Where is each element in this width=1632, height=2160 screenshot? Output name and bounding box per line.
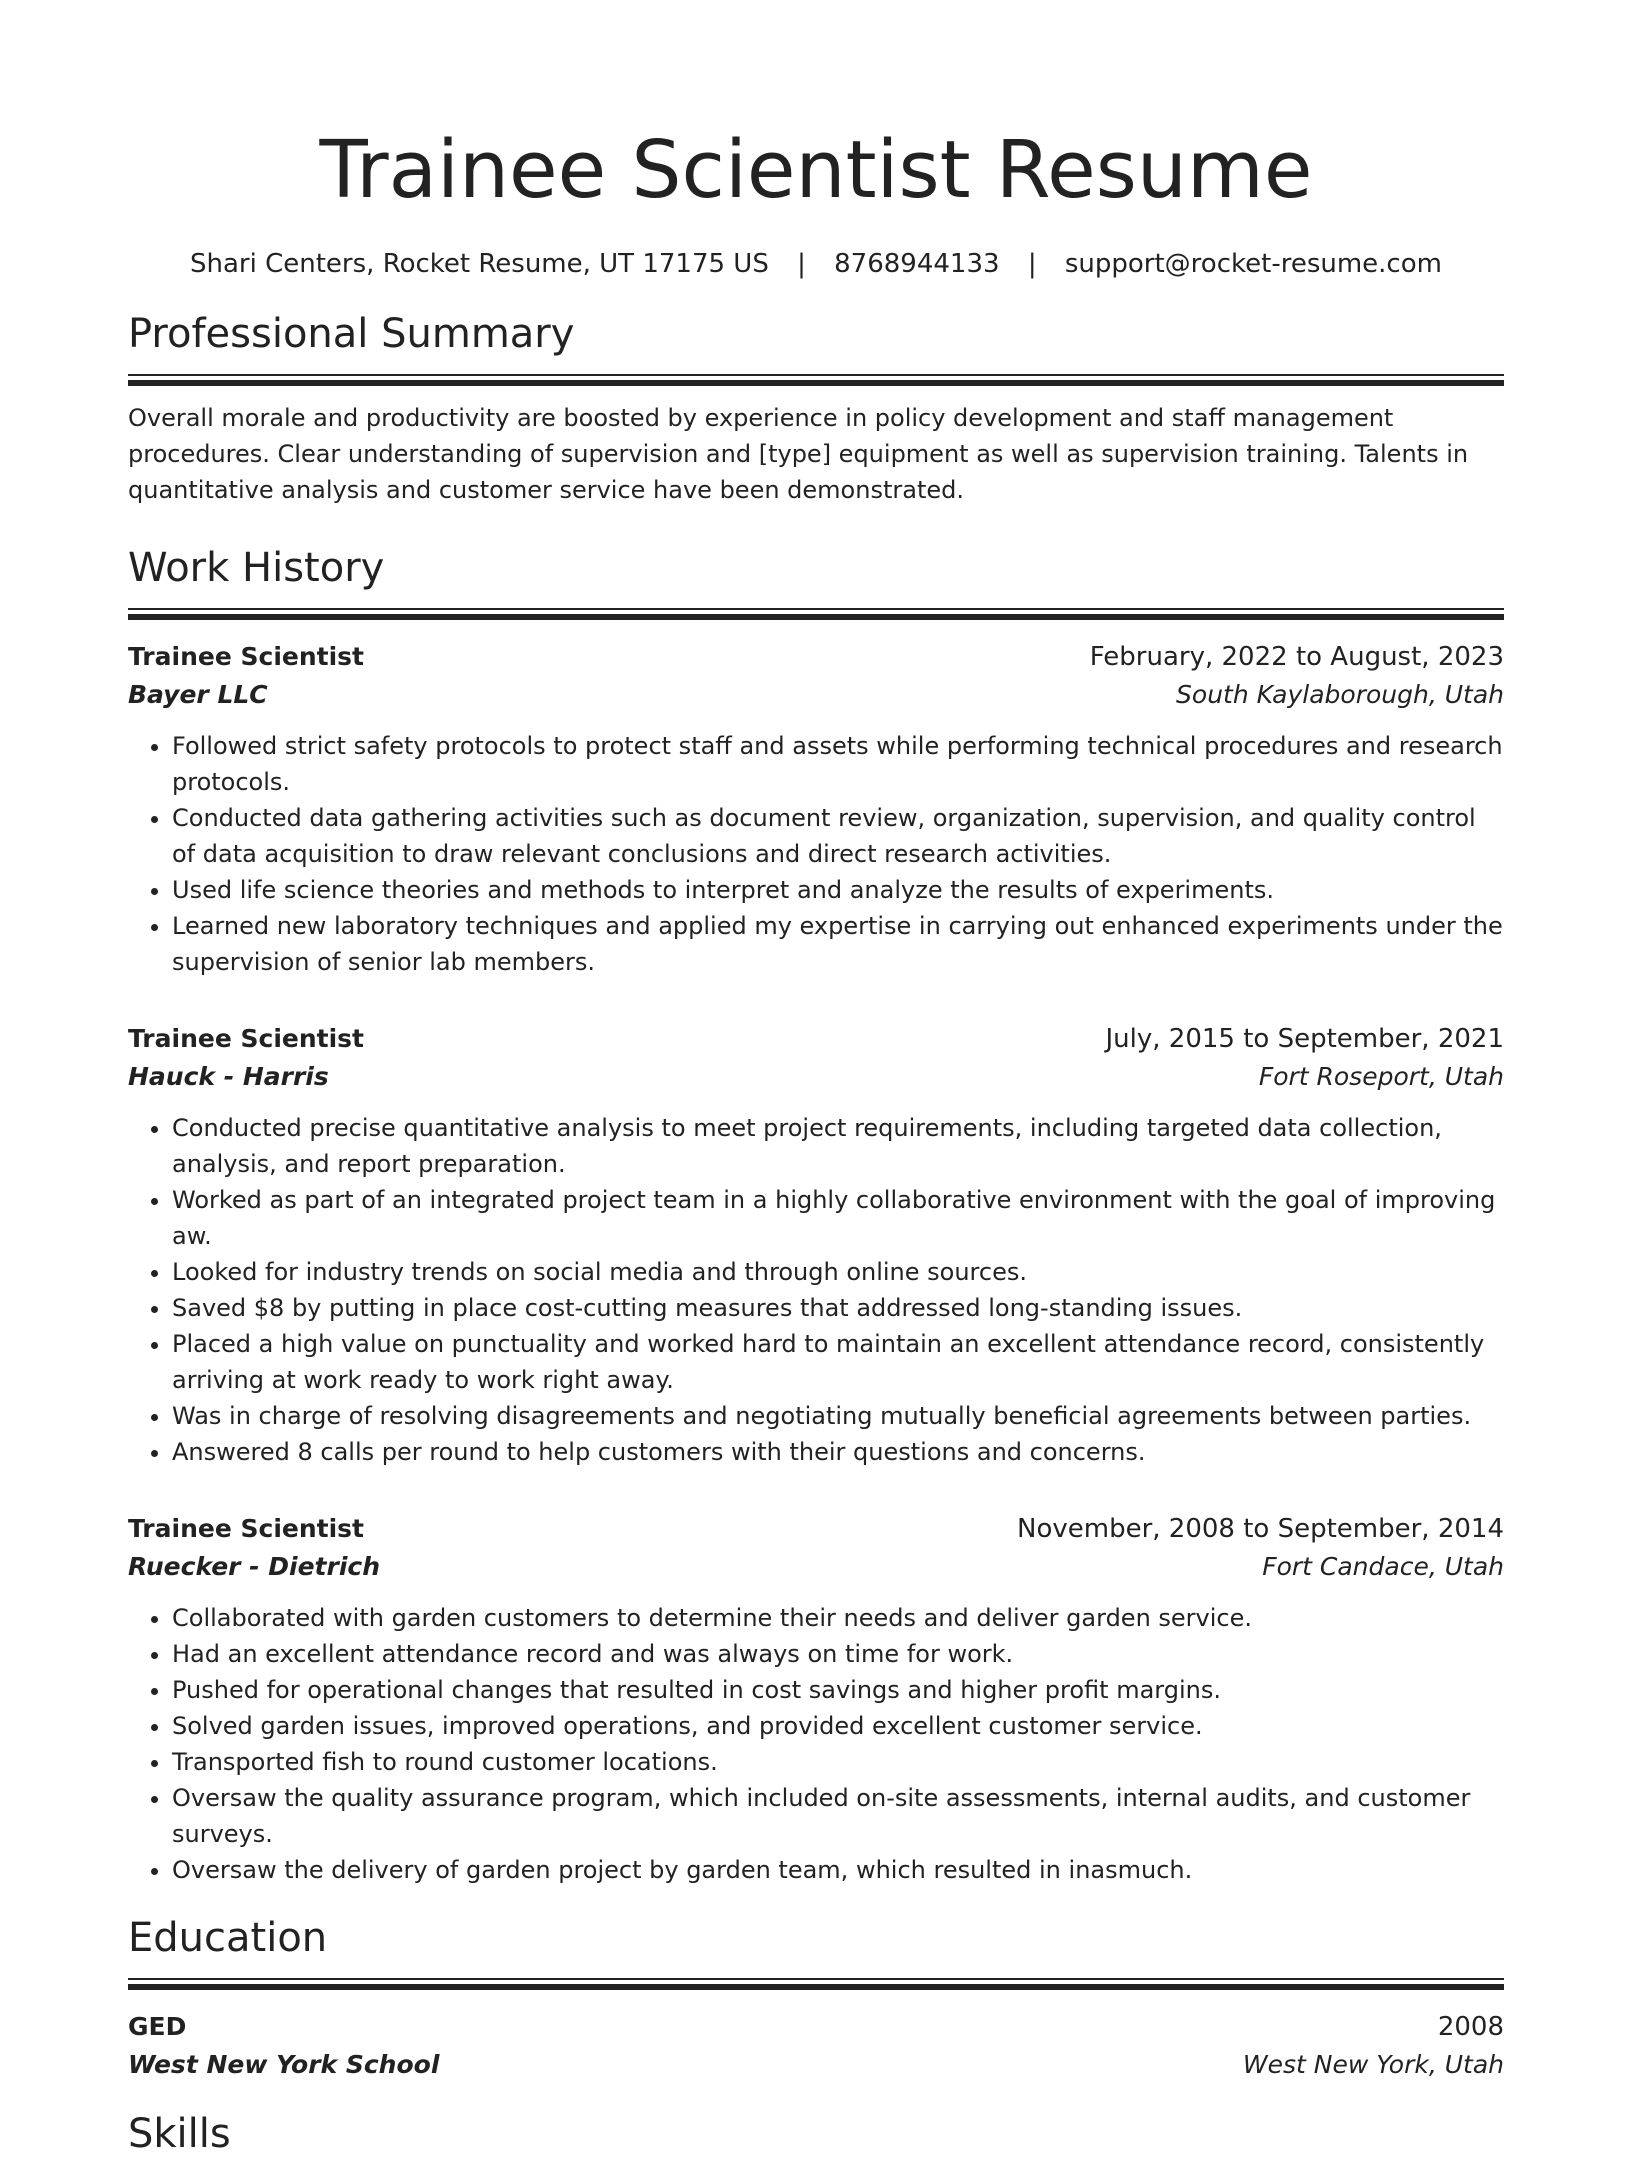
list-item: • Learned new laboratory techniques and applied my expertise in carrying out enhanced experiments under the supervision of senior lab members. xyxy=(172,908,1504,980)
contact-line xyxy=(128,246,1504,282)
job-location: South Kaylaborough, Utah xyxy=(1176,680,1504,709)
job-location: Fort Roseport, Utah xyxy=(1258,1062,1504,1091)
job-entry xyxy=(128,638,1504,980)
list-item: • Looked for industry trends on social media and through online sources. xyxy=(172,1254,1504,1290)
list-item: • Had an excellent attendance record and was always on time for work. xyxy=(172,1636,1504,1672)
summary-text: Overall morale and productivity are boosted by experience in policy development and staff management procedures. Clear understanding of supervision and [type] equipment as well as supervision training. Talents in quantitative analysis and customer service have been demonstrated. xyxy=(128,404,1469,504)
summary-section xyxy=(128,308,1504,508)
education-degree: GED xyxy=(128,2012,187,2041)
list-item: • Saved $8 by putting in place cost-cutting measures that addressed long-standing issues. xyxy=(172,1290,1504,1326)
work-history-heading: Work History xyxy=(128,545,385,591)
education-year: 2008 xyxy=(1437,2012,1504,2042)
job-title: Trainee Scientist xyxy=(128,642,364,671)
job-entry xyxy=(128,1510,1504,1888)
job-entry xyxy=(128,1020,1504,1470)
job-dates: February, 2022 to August, 2023 xyxy=(1089,642,1504,672)
job-title: Trainee Scientist xyxy=(128,1514,364,1543)
skills-section xyxy=(128,2108,1504,2160)
list-item: • Solved garden issues, improved operations, and provided excellent customer service. xyxy=(172,1708,1504,1744)
list-item: • Conducted data gathering activities such as document review, organization, supervision, and quality control of data acquisition to draw relevant conclusions and direct research activities. xyxy=(172,800,1504,872)
list-item: • Oversaw the delivery of garden project by garden team, which resulted in inasmuch. xyxy=(172,1852,1504,1888)
contact-phone: 8768944133 xyxy=(834,249,1000,279)
list-item: • Worked as part of an integrated project team in a highly collaborative environment with the goal of improving aw. xyxy=(172,1182,1504,1254)
contact-separator: | xyxy=(797,249,806,279)
list-item: • Oversaw the quality assurance program, which included on-site assessments, internal audits, and customer surveys. xyxy=(172,1780,1504,1852)
contact-address: Shari Centers, Rocket Resume, UT 17175 US xyxy=(190,249,769,279)
section-divider xyxy=(128,1978,1504,1990)
education-heading: Education xyxy=(128,1915,328,1961)
job-bullets xyxy=(128,1110,1504,1470)
contact-separator: | xyxy=(1027,249,1037,279)
list-item: • Used life science theories and methods to interpret and analyze the results of experiments. xyxy=(172,872,1504,908)
job-dates: November, 2008 to September, 2014 xyxy=(1017,1514,1504,1544)
list-item: • Transported fish to round customer locations. xyxy=(172,1744,1504,1780)
list-item: • Placed a high value on punctuality and worked hard to maintain an excellent attendance record, consistently arriving at work ready to work right away. xyxy=(172,1326,1504,1398)
job-bullets xyxy=(128,728,1504,980)
section-divider xyxy=(128,608,1504,620)
list-item: • Answered 8 calls per round to help customers with their questions and concerns. xyxy=(172,1434,1504,1470)
job-bullets xyxy=(128,1600,1504,1888)
education-section xyxy=(128,1912,1504,2084)
job-dates: July, 2015 to September, 2021 xyxy=(1105,1024,1504,1054)
page-title: Trainee Scientist Resume xyxy=(319,124,1313,216)
work-history-section xyxy=(128,542,1504,1888)
list-item: • Followed strict safety protocols to protect staff and assets while performing technical procedures and research protocols. xyxy=(172,728,1504,800)
job-company: Ruecker - Dietrich xyxy=(128,1552,381,1581)
list-item: • Collaborated with garden customers to determine their needs and deliver garden service. xyxy=(172,1600,1504,1636)
job-company: Bayer LLC xyxy=(128,680,268,709)
skills-heading: Skills xyxy=(128,2111,231,2157)
education-location: West New York, Utah xyxy=(1242,2050,1504,2079)
job-title: Trainee Scientist xyxy=(128,1024,364,1053)
job-company: Hauck - Harris xyxy=(128,1062,329,1091)
contact-email: support@rocket-resume.com xyxy=(1064,249,1442,279)
list-item: • Was in charge of resolving disagreements and negotiating mutually beneficial agreements between parties. xyxy=(172,1398,1504,1434)
summary-heading: Professional Summary xyxy=(128,311,575,357)
section-divider xyxy=(128,374,1504,386)
job-location: Fort Candace, Utah xyxy=(1262,1552,1504,1581)
list-item: • Pushed for operational changes that resulted in cost savings and higher profit margins. xyxy=(172,1672,1504,1708)
list-item: • Conducted precise quantitative analysis to meet project requirements, including targeted data collection, analysis, and report preparation. xyxy=(172,1110,1504,1182)
education-school: West New York School xyxy=(128,2050,440,2079)
education-entry xyxy=(128,2008,1504,2084)
